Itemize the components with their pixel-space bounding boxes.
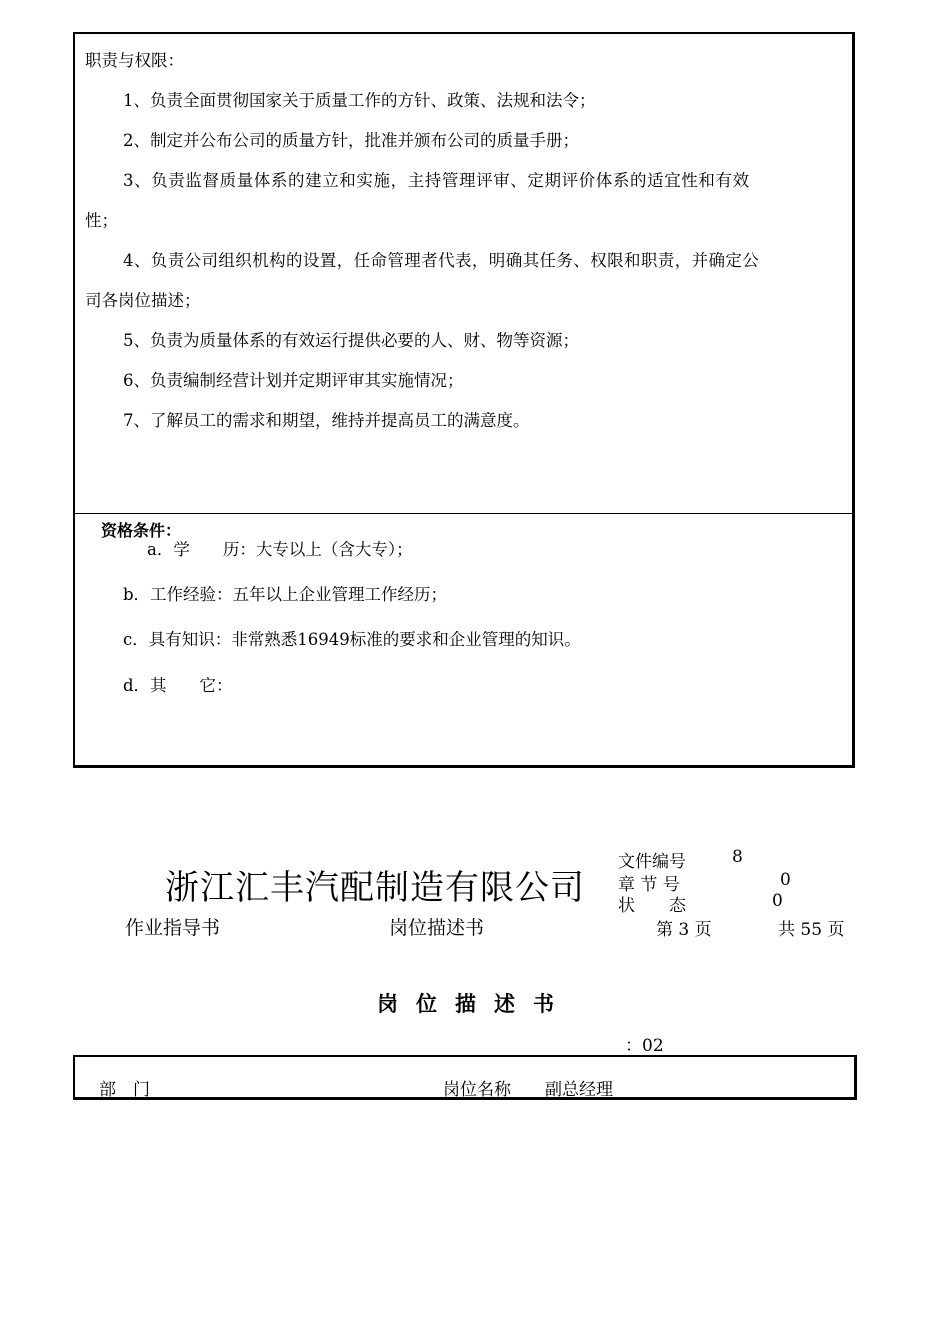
department-label: 部 门 [99,1080,150,1100]
section-divider [75,513,852,514]
doc-type: 作业指导书 [125,917,221,939]
responsibility-item-3-cont: 性； [85,211,118,230]
responsibilities-heading: 职责与权限： [85,51,184,70]
qualifications-heading: 资格条件： [101,521,182,540]
responsibility-item-3: 3、负责监督质量体系的建立和实施，主持管理评审、定期评价体系的适宜性和有效 [123,171,750,190]
position-name-value: 副总经理 [545,1080,613,1100]
responsibility-item-1: 1、负责全面贯彻国家关于质量工作的方针、政策、法规和法令； [123,91,596,110]
status-label: 状 态 [618,896,686,916]
responsibility-item-4: 4、负责公司组织机构的设置，任命管理者代表，明确其任务、权限和职责，并确定公 [123,251,760,270]
chapter-label: 章 节 号 [618,875,680,895]
qualification-other: d．其 它： [123,676,233,695]
qualification-education: a．学 历：大专以上（含大专）； [147,540,413,559]
document-title: 岗位描述书 [377,992,572,1016]
company-name: 浙江汇丰汽配制造有限公司 [165,868,585,908]
file-no-label: 文件编号 [618,852,686,872]
responsibility-item-2: 2、制定并公布公司的质量方针，批准并颁布公司的质量手册； [123,131,579,150]
page-total: 共 55 页 [778,920,845,940]
position-info-box [73,1055,857,1100]
qualification-knowledge: c．具有知识：非常熟悉16949标准的要求和企业管理的知识。 [123,630,581,649]
responsibility-item-6: 6、负责编制经营计划并定期评审其实施情况； [123,371,464,390]
document-number: ：02 [625,1036,664,1056]
status-value: 0 [772,891,783,911]
page-number: 第 3 页 [656,920,712,940]
responsibilities-box [73,32,855,768]
chapter-value: 0 [780,870,791,890]
responsibility-item-4-cont: 司各岗位描述； [85,291,201,310]
responsibility-item-5: 5、负责为质量体系的有效运行提供必要的人、财、物等资源； [123,331,579,350]
qualification-experience: b．工作经验：五年以上企业管理工作经历； [123,585,448,604]
doc-name: 岗位描述书 [389,917,485,939]
file-no-value: 8 [732,847,743,867]
position-name-label: 岗位名称 [443,1080,511,1100]
responsibility-item-7: 7、了解员工的需求和期望，维持并提高员工的满意度。 [123,411,530,430]
